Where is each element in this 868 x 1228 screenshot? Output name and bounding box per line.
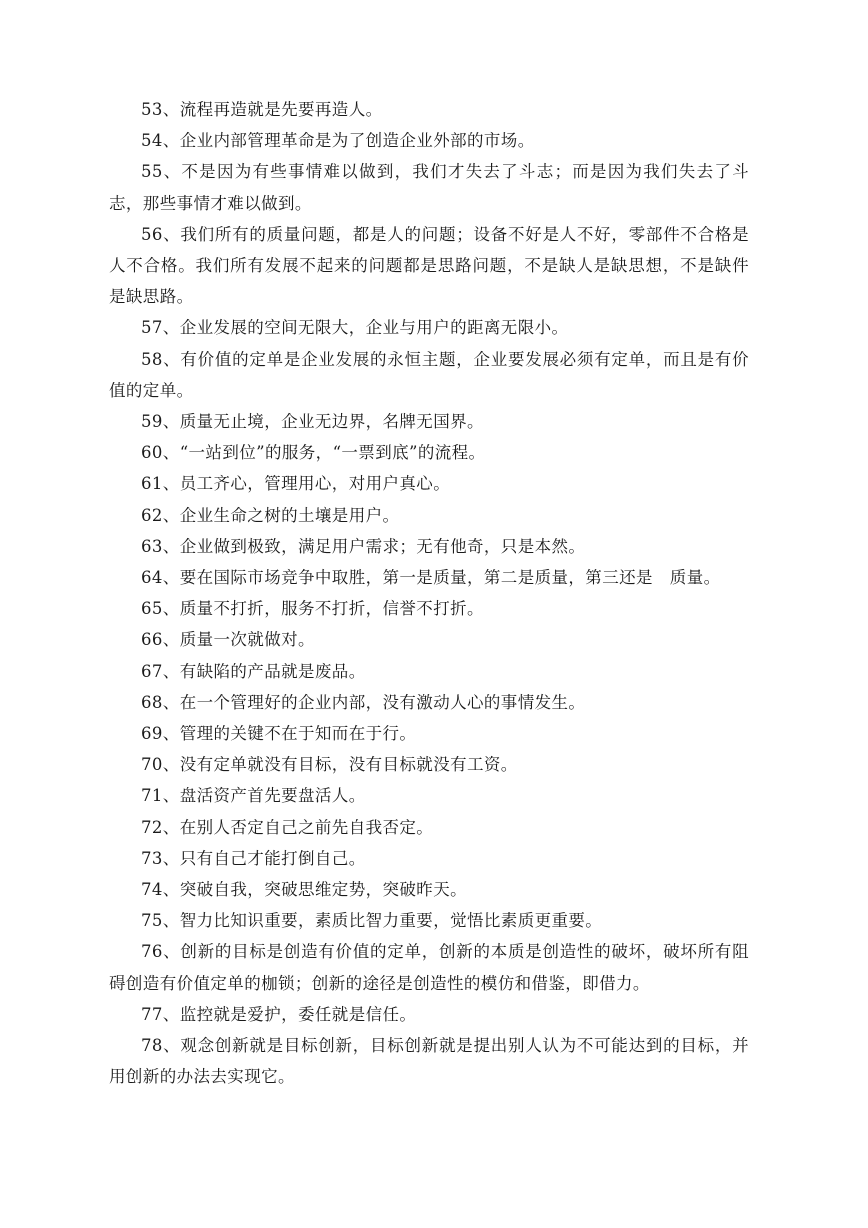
paragraph-69: 69、管理的关键不在于知而在于行。 xyxy=(141,724,417,744)
paragraph-66: 66、质量一次就做对。 xyxy=(141,630,315,650)
paragraph-62: 62、企业生命之树的土壤是用户。 xyxy=(141,505,400,525)
paragraph-65: 65、质量不打折，服务不打折，信誉不打折。 xyxy=(141,599,484,619)
paragraph-76: 76、创新的目标是创造有价值的定单，创新的本质是创造性的破坏，破坏所有阻碍创造有价值定单的枷锁；创新的途径是创造性的模仿和借鉴，即借力。 xyxy=(109,942,749,993)
paragraph-73: 73、只有自己才能打倒自己。 xyxy=(141,848,366,868)
paragraph-56: 56、我们所有的质量问题，都是人的问题；设备不好是人不好，零部件不合格是人不合格。我们所有发展不起来的问题都是思路问题，不是缺人是缺思想，不是缺件是缺思路。 xyxy=(109,224,749,307)
paragraph-53: 53、流程再造就是先要再造人。 xyxy=(141,100,383,119)
paragraph-74: 74、突破自我，突破思维定势，突破昨天。 xyxy=(141,880,467,900)
paragraph-61: 61、员工齐心，管理用心，对用户真心。 xyxy=(141,474,451,494)
paragraph-68: 68、在一个管理好的企业内部，没有激动人心的事情发生。 xyxy=(141,692,586,712)
paragraph-77: 77、监控就是爱护，委任就是信任。 xyxy=(141,1004,417,1024)
paragraph-72: 72、在别人否定自己之前先自我否定。 xyxy=(141,817,434,837)
paragraph-55: 55、不是因为有些事情难以做到，我们才失去了斗志；而是因为我们失去了斗志，那些事情才难以做到。 xyxy=(109,162,749,213)
paragraph-70: 70、没有定单就没有目标，没有目标就没有工资。 xyxy=(141,755,518,775)
paragraph-54: 54、企业内部管理革命是为了创造企业外部的市场。 xyxy=(141,131,535,151)
paragraph-67: 67、有缺陷的产品就是废品。 xyxy=(141,661,366,681)
paragraph-58: 58、有价值的定单是企业发展的永恒主题，企业要发展必须有定单，而且是有价值的定单。 xyxy=(109,349,749,400)
paragraph-75: 75、智力比知识重要，素质比智力重要，觉悟比素质更重要。 xyxy=(141,911,603,931)
paragraph-63: 63、企业做到极致，满足用户需求；无有他奇，只是本然。 xyxy=(141,536,586,556)
paragraph-57: 57、企业发展的空间无限大，企业与用户的距离无限小。 xyxy=(141,318,569,338)
paragraph-60: 60、“一站到位”的服务，“一票到底”的流程。 xyxy=(141,443,486,463)
paragraph-59: 59、质量无止境，企业无边界，名牌无国界。 xyxy=(141,412,484,432)
paragraph-71: 71、盘活资产首先要盘活人。 xyxy=(141,786,366,806)
paragraph-64: 64、要在国际市场竞争中取胜，第一是质量，第二是质量，第三还是 质量。 xyxy=(141,568,721,588)
document-page xyxy=(109,94,749,1093)
paragraph-78: 78、观念创新就是目标创新，目标创新就是提出别人认为不可能达到的目标，并用创新的办法去实现它。 xyxy=(109,1036,749,1087)
